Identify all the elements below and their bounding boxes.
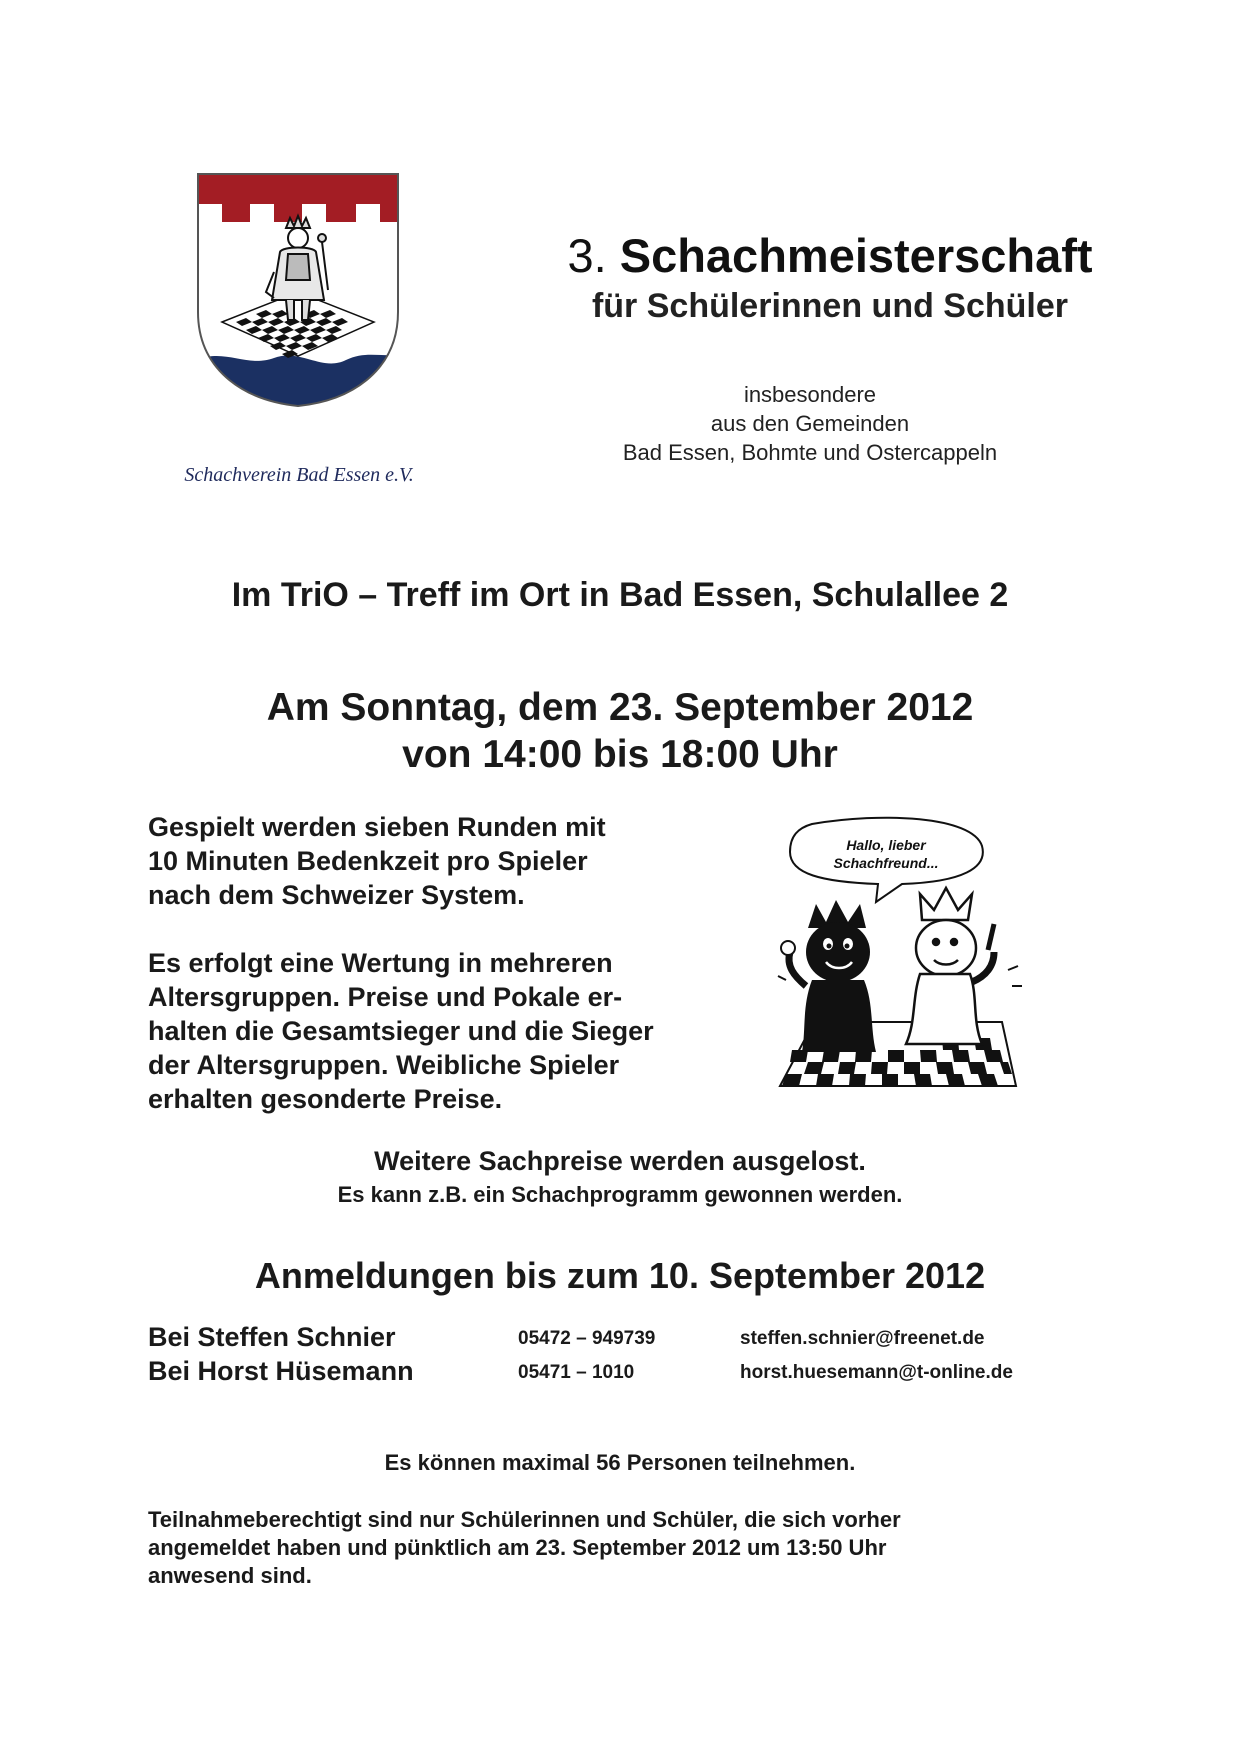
- chess-cartoon-illustration: [772, 816, 1034, 1102]
- title-number: 3.: [567, 229, 607, 282]
- text-line: Altersgruppen. Preise und Pokale er-: [148, 982, 623, 1012]
- event-date-line: Am Sonntag, dem 23. September 2012: [266, 686, 974, 729]
- prizes-subtext: Es kann z.B. ein Schachprogramm gewonnen werden.: [337, 1182, 903, 1207]
- contact-email: steffen.schnier@freenet.de: [740, 1328, 985, 1349]
- text-line: der Altersgruppen. Weibliche Spieler: [148, 1050, 620, 1080]
- region-line: insbesondere: [743, 382, 877, 407]
- text-line: erhalten gesonderte Preise.: [148, 1084, 503, 1114]
- text-line: anwesend sind.: [148, 1563, 312, 1588]
- contact-row: [148, 1322, 1098, 1356]
- title-main: Schachmeisterschaft: [619, 229, 1093, 282]
- eligibility-note: [148, 1506, 1048, 1590]
- text-line: Teilnahmeberechtigt sind nur Schülerinnen und Schüler, die sich vorher: [148, 1507, 901, 1532]
- text-line: nach dem Schweizer System.: [148, 880, 525, 910]
- contact-name: Bei Horst Hüsemann: [148, 1356, 414, 1386]
- contact-name: Bei Steffen Schnier: [148, 1322, 396, 1352]
- region-line: aus den Gemeinden: [710, 411, 910, 436]
- contact-phone: 05471 – 1010: [518, 1362, 635, 1383]
- page-subtitle: für Schülerinnen und Schüler: [591, 287, 1069, 325]
- text-line: Gespielt werden sieben Runden mit: [148, 812, 606, 842]
- event-date: [100, 684, 1140, 778]
- speech-bubble-line: Hallo, lieber: [846, 837, 926, 853]
- max-participants-text: Es können maximal 56 Personen teilnehmen.: [384, 1450, 856, 1475]
- text-line: Es erfolgt eine Wertung in mehreren: [148, 948, 613, 978]
- event-venue: Im TriO – Treff im Ort in Bad Essen, Schulallee 2: [231, 576, 1009, 614]
- text-line: 10 Minuten Bedenkzeit pro Spieler: [148, 846, 588, 876]
- contact-row: [148, 1356, 1098, 1390]
- region-text: [560, 380, 1060, 467]
- event-time-line: von 14:00 bis 18:00 Uhr: [402, 733, 838, 776]
- rules-paragraph-rounds: [148, 810, 748, 912]
- page-title: [470, 228, 1190, 283]
- text-line: halten die Gesamtsieger und die Sieger: [148, 1016, 654, 1046]
- contact-phone: 05472 – 949739: [518, 1328, 656, 1349]
- region-line: Bad Essen, Bohmte und Ostercappeln: [622, 440, 998, 465]
- text-line: angemeldet haben und pünktlich am 23. September 2012 um 13:50 Uhr: [148, 1535, 887, 1560]
- registration-heading: Anmeldungen bis zum 10. September 2012: [254, 1255, 986, 1296]
- club-name: Schachverein Bad Essen e.V.: [184, 464, 414, 486]
- rules-paragraph-awards: [148, 946, 748, 1116]
- contact-email: horst.huesemann@t-online.de: [740, 1362, 1013, 1383]
- prizes-text: Weitere Sachpreise werden ausgelost.: [374, 1146, 866, 1176]
- club-crest: [196, 172, 400, 408]
- speech-bubble-line: Schachfreund...: [833, 855, 939, 871]
